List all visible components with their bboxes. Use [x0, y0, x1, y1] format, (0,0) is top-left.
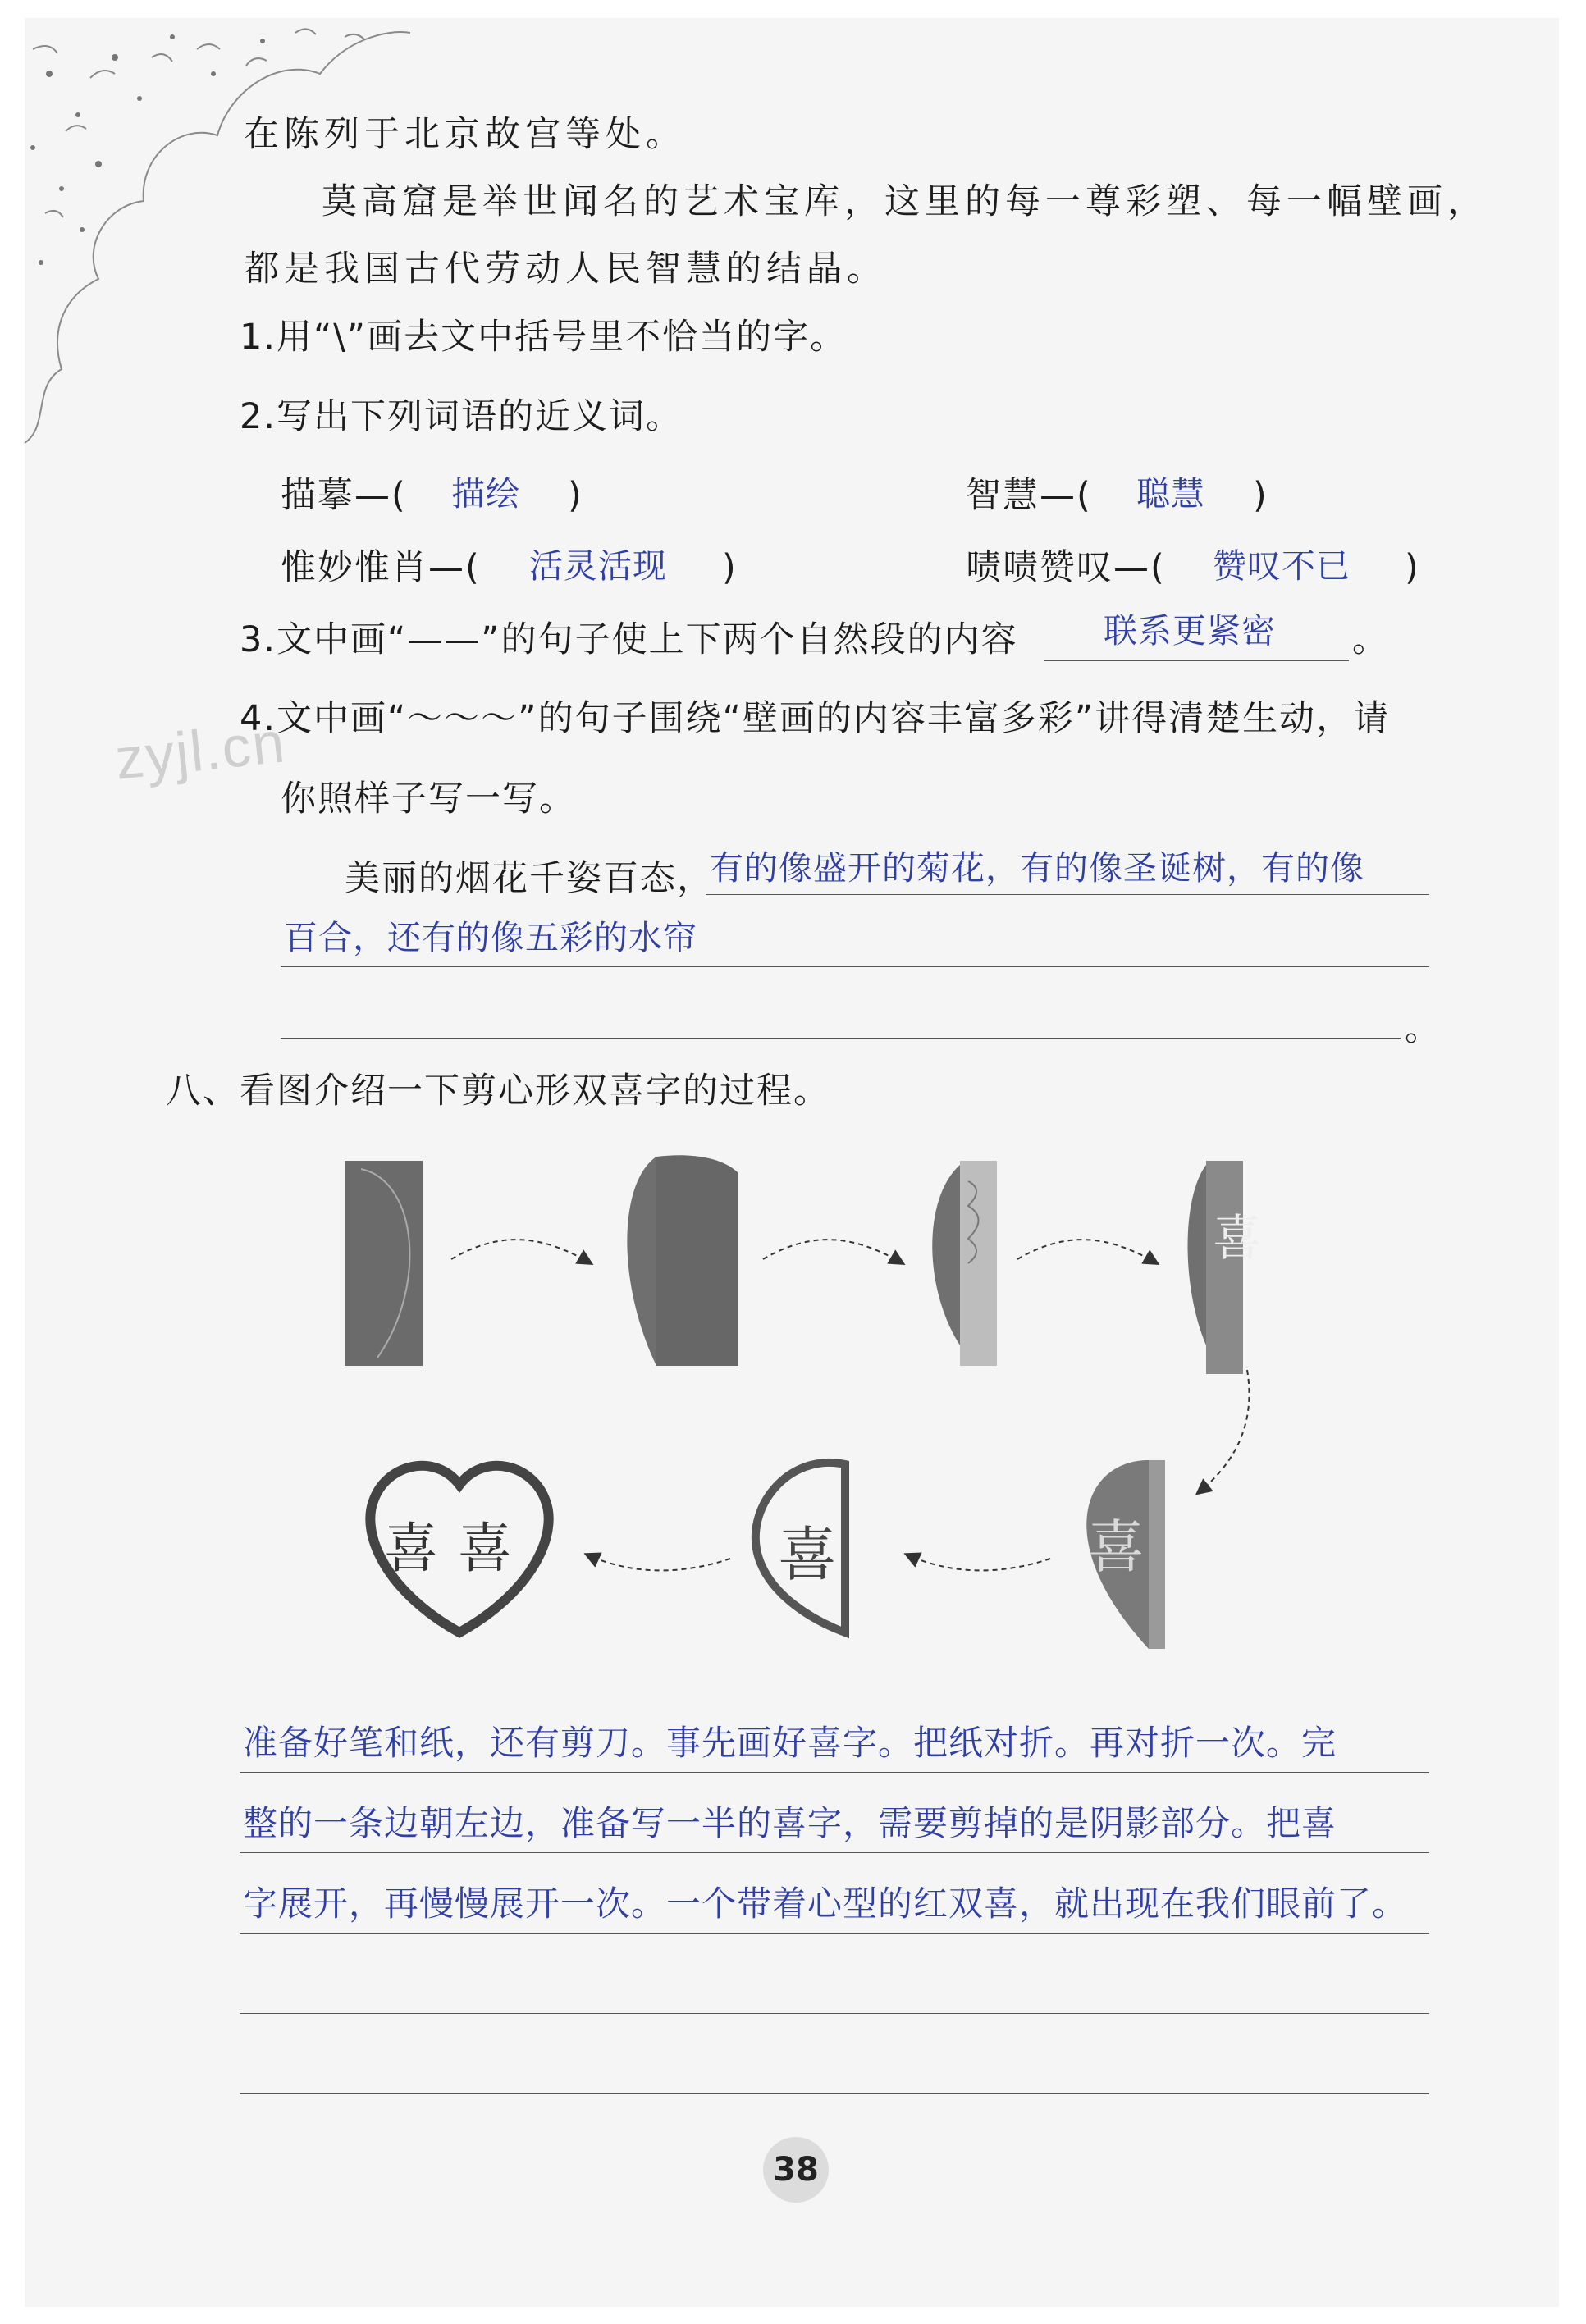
corner-ornament: [0, 0, 427, 459]
section-8-underline-4: [240, 2013, 1429, 2014]
synonym-answer-4: 赞叹不已: [1213, 546, 1351, 586]
synonym-close-1: ): [568, 475, 582, 516]
step-7-xi-glyph-right: 喜: [458, 1517, 512, 1580]
passage-line-2: 莫高窟是举世闻名的艺术宝库，这里的每一尊彩塑、每一幅壁画，: [322, 181, 1488, 222]
section-8-underline-3: [240, 1933, 1429, 1934]
step-2-half-heart: [656, 1155, 738, 1366]
synonym-word-4: 啧啧赞叹—(: [966, 547, 1166, 588]
question-2: 2.写出下列词语的近义词。: [240, 396, 683, 437]
step-5-unfolded-half: [1086, 1460, 1165, 1649]
synonym-close-3: ): [722, 547, 736, 588]
section-8-underline-1: [240, 1772, 1429, 1773]
section-8-answer-line-1: 准备好笔和纸，还有剪刀。事先画好喜字。把纸对折。再对折一次。完: [243, 1723, 1337, 1763]
question-3-blank: [1044, 660, 1349, 661]
step-3-drawn-half: [932, 1161, 997, 1366]
arrow-2: [763, 1240, 903, 1263]
question-4-prompt: 美丽的烟花千姿百态，: [345, 858, 714, 899]
section-8-answer-line-2: 整的一条边朝左边，准备写一半的喜字，需要剪掉的是阴影部分。把喜: [243, 1803, 1337, 1843]
question-4-line-1: 4.文中画“～～～”的句子围绕“壁画的内容丰富多彩”讲得清楚生动，请: [240, 698, 1391, 739]
watermark: zyjl.cn: [112, 710, 289, 792]
section-8-underline-2: [240, 1852, 1429, 1853]
question-3: 3.文中画“——”的句子使上下两个自然段的内容: [240, 619, 1018, 660]
arrow-4: [1198, 1370, 1250, 1493]
synonym-answer-1: 描绘: [451, 474, 520, 514]
arrow-6: [587, 1555, 730, 1570]
section-8-underline-5: [240, 2093, 1429, 2094]
answer-underline-1: [706, 894, 1429, 895]
step-4-cut-half: [1188, 1161, 1263, 1374]
step-6-xi-glyph: 喜: [778, 1520, 838, 1589]
question-3-end: 。: [1352, 619, 1389, 660]
synonym-close-4: ): [1405, 547, 1419, 588]
synonym-answer-3: 活灵活现: [529, 546, 667, 586]
section-8-title: 八、看图介绍一下剪心形双喜字的过程。: [166, 1071, 830, 1112]
question-1: 1.用“\”画去文中括号里不恰当的字。: [240, 317, 848, 358]
step-1-folded-paper: [345, 1161, 423, 1366]
step-5-xi-glyph: 喜: [1087, 1514, 1145, 1581]
passage-line-3: 都是我国古代劳动人民智慧的结晶。: [244, 249, 887, 290]
answer-underline-3: [281, 1038, 1401, 1039]
question-4-line-2: 你照样子写一写。: [281, 778, 576, 820]
question-4-answer-line-2: 百合，还有的像五彩的水帘: [284, 918, 697, 957]
synonym-word-3: 惟妙惟肖—(: [281, 547, 481, 588]
synonym-word-2: 智慧—(: [966, 475, 1092, 516]
synonym-answer-2: 聪慧: [1136, 474, 1205, 514]
arrow-5: [907, 1555, 1050, 1570]
page-number: 38: [763, 2137, 829, 2203]
passage-line-1: 在陈列于北京故宫等处。: [244, 114, 686, 155]
question-4-end: 。: [1405, 1008, 1442, 1049]
arrow-3: [1017, 1240, 1157, 1263]
step-7-xi-glyph-left: 喜: [384, 1517, 438, 1580]
step-7-full-heart: [370, 1466, 548, 1632]
synonym-close-2: ): [1253, 475, 1267, 516]
question-4-answer-line-1: 有的像盛开的菊花，有的像圣诞树，有的像: [710, 848, 1364, 888]
step-4-xi-glyph: 喜: [1213, 1210, 1262, 1267]
arrow-1: [451, 1240, 591, 1263]
synonym-word-1: 描摹—(: [281, 475, 407, 516]
answer-underline-2: [281, 966, 1429, 967]
step-6-half-heart: [756, 1463, 845, 1632]
paper-cutting-steps-figure: [328, 1148, 1296, 1657]
question-3-answer: 联系更紧密: [1104, 611, 1276, 651]
section-8-answer-line-3: 字展开，再慢慢展开一次。一个带着心型的红双喜，就出现在我们眼前了。: [243, 1883, 1408, 1924]
